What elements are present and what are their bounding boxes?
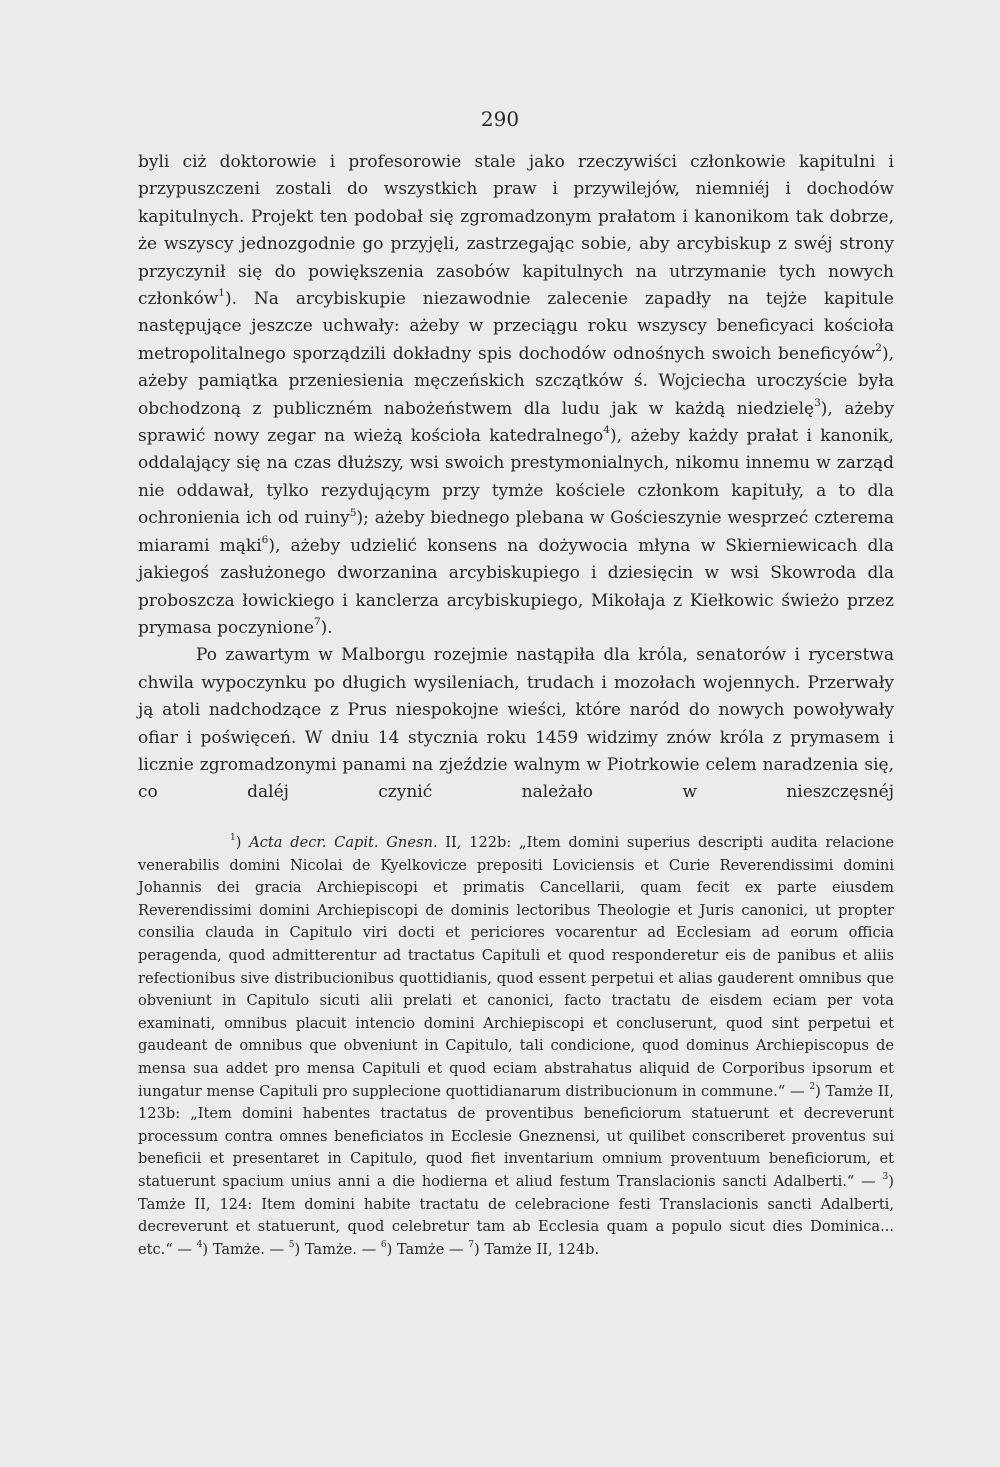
text-run: ); ażeby biednego plebana w Gościeszynie wesprzeć czterema miarami mąki [138, 508, 894, 556]
footnote-ref-5: 5 [349, 506, 357, 519]
footnote-text: II, 122b: „Item domini superius descripti audita relacione venerabilis domini Nicolai de Kyelkovicze prepositi Loviciensis et Curie Reverendissimi domini Johannis dei gracia Archiepiscopi et primatis Cancellarii, quam fecit ex parte eiusdem Reverendissimi domini Archiepiscopi de dominis lectoribus Theologie et Juris canonici, ut propter consilia clauda in Capitulo viri docti et periciores vocarentur ad Ecclesiam ad eorum officia peragenda, quod admitterentur ad tractatus Capituli et quod responderetur eis de panibus et aliis refectionibus sive distribucionibus quottidianis, quod essent perpetui et alias gauderent omnibus que obveniunt in Capitulo sicuti alii prelati et canonici, facto tractatu de eisdem eciam per vota examinati, omnibus placuit intencio domini Archiepiscopi et concluserunt, quod sint perpetui et gaudeant de omnibus que obveniunt in Capitulo, tali condicione, quod dominus Archiepiscopus de mensa sua addet pro mensa Capituli et quod eciam abstrahatus aliquid de Corporibus ipsorum et iungatur mense Capituli pro supplecione quottidianarum distribucionum in commune.“ — [138, 834, 894, 1100]
footnote-source: Acta decr. Capit. Gnesn. [249, 834, 438, 851]
footnote-ref-7: 7 [313, 616, 321, 629]
text-run: byli ciż doktorowie i profesorowie stale jako rzeczywiści członkowie kapitulni i przypuszczeni zostali do wszystkich praw i przywilejów, niemniéj i dochodów kapitulnych. Projekt ten podobał się zgromadzonym prałatom i kanonikom tak dobrze, że wszyscy jednozgodnie go przyjęli, zastrzegając sobie, aby arcybiskup z swéj strony przyczynił się do powiększenia zasobów kapitulnych na utrzymanie tych nowych członków [138, 152, 894, 310]
footnote-marker: 1 [230, 833, 236, 844]
paragraph-2: Po zawartym w Malborgu rozejmie nastąpiła dla króla, senatorów i rycerstwa chwila wypoczynku po długich wysileniach, trudach i mozołach wojennych. Przerwały ją atoli nadchodzące z Prus niespokojne wieści, które naród do nowych powoływały ofiar i poświęceń. W dniu 14 stycznia roku 1459 widzimy znów króla z prymasem i licznie zgromadzonymi panami na zjeździe walnym w Piotrkowie celem naradzenia się, co daléj czynić należało w nieszczęsnéj [138, 645, 894, 803]
text-run: ). Na arcybiskupie niezawodnie zalecenie zapadły na tejże kapitule następujące jeszcze uchwały: ażeby w przeciągu roku wszyscy beneficyaci kościoła metropolitalnego sporządzili dokładny spis dochodów odnośnych swoich beneficyów [138, 289, 894, 364]
footnote-marker: 5 [288, 1239, 295, 1250]
footnote-marker: 4 [196, 1239, 203, 1250]
footnote-ref-1: 1 [218, 287, 225, 300]
footnote-text: ) Tamże II, 123b: „Item domini habentes tractatus de proventibus beneficiorum statuerunt et decreverunt processum contra omnes beneficiatos in Ecclesie Gneznensi, ut quilibet conscriberet proventus sui beneficii et presentaret in Capitulo, quod fiet inventarium omnium proventuum beneficiorum, et statuerunt spacium unius anni a die hodierna et aliud festum Translacionis sancti Adalberti.“ — [138, 1082, 894, 1190]
text-run: ), ażeby każdy prałat i kanonik, oddalający się na czas dłuższy, wsi swoich prestymonialnych, nikomu innemu w zarząd nie oddawał, tylko rezydującym przy tymże kościele członkom kapituły, a to dla ochronienia ich od ruiny [138, 426, 895, 529]
page-number: 290 [480, 107, 520, 131]
text-run: ), ażeby sprawić nowy zegar na wieżą kościoła katedralnego [138, 398, 894, 447]
paragraph-1 [138, 149, 894, 642]
footnote-marker: 2 [809, 1081, 816, 1092]
text-run: ), ażeby pamiątka przeniesienia męczeńskich szczątków ś. Wojciecha uroczyście była obchodzoną z publiczném nabożeństwem dla ludu jak w każdą niedzielę [138, 343, 894, 419]
footnote-text: ) Tamże — [386, 1240, 469, 1258]
footnote-ref-6: 6 [261, 533, 269, 546]
footnote-text: ) Tamże. — [202, 1240, 289, 1258]
footnote-marker: 3 [882, 1172, 889, 1183]
footnote-ref-4: 4 [603, 424, 610, 437]
main-text [138, 149, 894, 807]
footnote-ref-3: 3 [814, 396, 821, 409]
footnote-marker: 7 [468, 1239, 475, 1250]
footnote-text: ) Tamże II, 124: Item domini habite tractatu de celebracione festi Translacionis sancti Adalberti, decreverunt et statuerunt, quod celebretur tam ab Ecclesia quam a populo sicut dies Dominica... etc.“ — [138, 1172, 894, 1258]
footnote-marker: 6 [380, 1239, 387, 1250]
footnote-ref-2: 2 [875, 342, 882, 355]
footnote-text: ) Tamże. — [294, 1240, 381, 1258]
footnote-block: $^1$) Acta decr. Capit. Gnesn. II, 122b: „Item domini superius descripti audita relacione venerabilis domini Nicolai de Kyelkovicze prepositi Loviciensis et Curie Reverendissimi domini Johannis dei gracia Archiepiscopi et primatis Cancellarii, quam fecit ex parte eiusdem Reverendissimi domini Archiepiscopi de dominis lectoribus Theologie et Juris canonici, ut propter consilia clauda in Capitulo viri docti et periciores vocarentur ad Ecclesiam ad eorum officia peragenda, quod admitterentur ad tractatus Capituli et quod responderetur eis de panibus et aliis refectionibus sive distribucionibus quottidianis, quod essent perpetui et alias gauderent omnibus que obveniunt in Capitulo sicuti alii prelati et canonici, facto tractatu de eisdem eciam per vota examinati, omnibus placuit intencio domini Archiepiscopi et concluserunt, quod sint perpetui et gaudeant de omnibus que obveniunt in Capitulo, tali condicione, quod dominus Archiepiscopus de mensa sua addet pro mensa Capituli et quod eciam abstrahatus aliquid de Corporibus ipsorum et iungatur mense Capituli pro supplecione quottidianarum distribucionum in commune.“ — $^2$) Tamże II, 123b: „Item domini habentes tractatus de proventibus beneficiorum statuerunt et decreverunt processum contra omnes beneficiatos in Ecclesie Gneznensi, ut quilibet conscriberet proventus sui beneficii et presentaret in Capitulo, quod fiet inventarium omnium proventuum beneficiorum, et statuerunt spacium unius anni a die hodierna et aliud festum Translacionis sancti Adalberti.“ — $^3$) Tamże II, 124: Item domini habite tractatu de celebracione festi Translacionis sancti Adalberti, decreverunt et statuerunt, quod celebretur tam ab Ecclesia quam a populo sicut dies Dominica... etc.“ — $^4$) Tamże. — $^5$) Tamże. — $^6$) Tamże — $^7$) Tamże II, 124b. [138, 833, 894, 1258]
footnote-text: ) Tamże II, 124b. [474, 1240, 600, 1258]
footnotes [138, 832, 894, 1261]
text-run: ), ażeby udzielić konsens na dożywocia młyna w Skierniewicach dla jakiegoś zasłużonego dworzanina arcybiskupiego i dziesięcin w wsi Skowroda dla proboszcza łowickiego i kanclerza arcybiskupiego, Mikołaja z Kiełkowic świeżo przez prymasa poczynione [138, 535, 894, 638]
text-run: ). [320, 617, 333, 638]
